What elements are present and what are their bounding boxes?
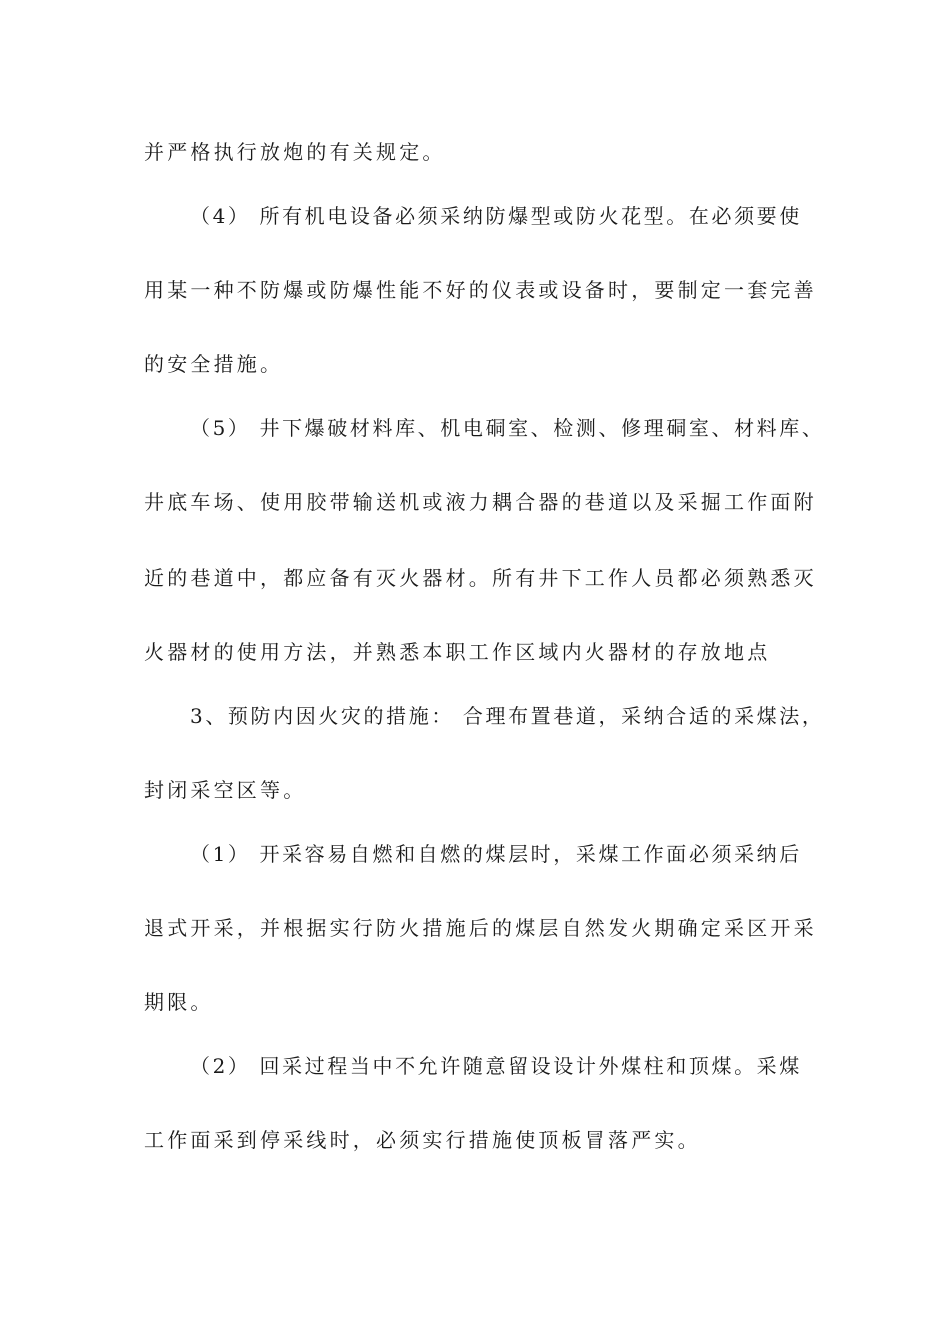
text-line: 的安全措施。 (144, 352, 284, 376)
text-line: 井底车场、使用胶带输送机或液力耦合器的巷道以及采掘工作面附 (144, 490, 817, 514)
text-line: 近的巷道中，都应备有灭火器材。所有井下工作人员都必须熟悉灭 (144, 566, 817, 590)
text-line: 火器材的使用方法，并熟悉本职工作区域内火器材的存放地点 (144, 640, 771, 664)
text-line: 用某一种不防爆或防爆性能不好的仪表或设备时，要制定一套完善 (144, 278, 817, 302)
text-line: 并严格执行放炮的有关规定。 (144, 140, 446, 164)
text-line: 退式开采，并根据实行防火措施后的煤层自然发火期确定采区开采 (144, 916, 817, 940)
text-line: 期限。 (144, 990, 214, 1014)
text-line: （4） 所有机电设备必须采纳防爆型或防火花型。在必须要使 (190, 204, 802, 228)
text-line: （2） 回采过程当中不允许随意留设设计外煤柱和顶煤。采煤 (190, 1054, 802, 1078)
text-line: 3、预防内因火灾的措施： 合理布置巷道，采纳合适的采煤法， (190, 704, 825, 728)
text-line: 工作面采到停采线时，必须实行措施使顶板冒落严实。 (144, 1128, 701, 1152)
text-line: （1） 开采容易自燃和自燃的煤层时，采煤工作面必须采纳后 (190, 842, 802, 866)
text-line: （5） 井下爆破材料库、机电硐室、检测、修理硐室、材料库、 (190, 416, 825, 440)
text-line: 封闭采空区等。 (144, 778, 307, 802)
